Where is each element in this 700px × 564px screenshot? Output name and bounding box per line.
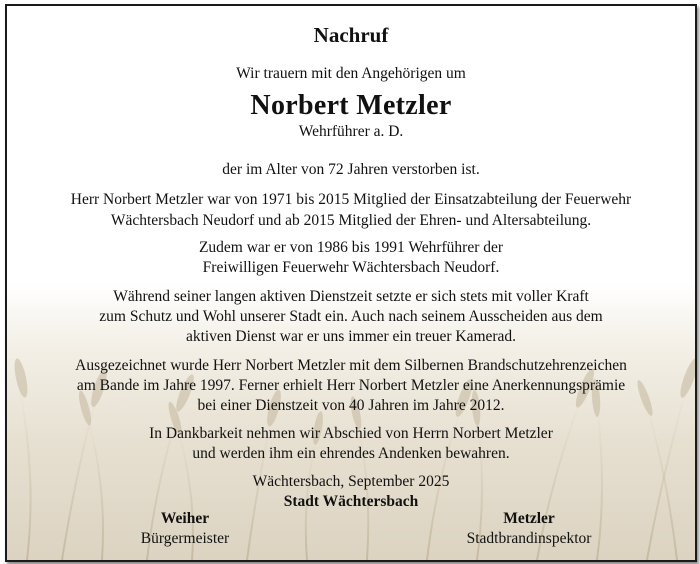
signatory-fire-inspector bbox=[429, 509, 629, 549]
paragraph-line: Wächtersbach Neudorf und ab 2015 Mitglied der Ehren- und Altersabteilung. bbox=[110, 212, 592, 229]
deceased-title: Wehrführer a. D. bbox=[298, 123, 404, 140]
paragraph-line: aktiven Dienst war er uns immer ein treuer Kamerad. bbox=[185, 328, 517, 345]
age-line: der im Alter von 72 Jahren verstorben ist. bbox=[222, 161, 480, 178]
organization-name: Stadt Wächtersbach bbox=[283, 493, 419, 510]
signatory-mayor bbox=[85, 509, 285, 549]
intro-line: Wir trauern mit den Angehörigen um bbox=[236, 65, 466, 82]
signatory-name: Metzler bbox=[503, 510, 555, 527]
paragraph-line: In Dankbarkeit nehmen wir Abschied von Herrn Norbert Metzler bbox=[149, 425, 553, 442]
paragraph-line: Zudem war er von 1986 bis 1991 Wehrführer der bbox=[198, 239, 504, 256]
paragraph-line: Ausgezeichnet wurde Herr Norbert Metzler mit dem Silbernen Brandschutzehrenzeichen bbox=[75, 357, 627, 374]
paragraph-line: Während seiner langen aktiven Dienstzeit setzte er sich stets mit voller Kraft bbox=[113, 288, 589, 305]
place-date: Wächtersbach, September 2025 bbox=[252, 473, 450, 490]
deceased-name: Norbert Metzler bbox=[250, 90, 452, 121]
paragraph-line: Herr Norbert Metzler war von 1971 bis 2015 Mitglied der Einsatzabteilung der Feuerwehr bbox=[70, 191, 632, 208]
signatory-name: Weiher bbox=[160, 510, 210, 527]
paragraph-line: Freiwilligen Feuerwehr Wächtersbach Neudorf. bbox=[202, 259, 500, 276]
notice-heading: Nachruf bbox=[313, 23, 389, 47]
paragraph-line: bei einer Dienstzeit von 40 Jahren im Jahre 2012. bbox=[197, 397, 505, 414]
paragraph-line: zum Schutz und Wohl unserer Stadt ein. Auch nach seinem Ausscheiden aus dem bbox=[99, 308, 603, 325]
paragraph-line: am Bande im Jahre 1997. Ferner erhielt Herr Norbert Metzler eine Anerkennungsprämie bbox=[76, 377, 626, 394]
signatory-role: Stadtbrandinspektor bbox=[466, 530, 592, 547]
paragraph-line: und werden ihm ein ehrendes Andenken bewahren. bbox=[192, 445, 510, 462]
notice-content bbox=[7, 6, 695, 560]
signatory-role: Bürgermeister bbox=[140, 530, 230, 547]
obituary-notice bbox=[5, 4, 697, 562]
